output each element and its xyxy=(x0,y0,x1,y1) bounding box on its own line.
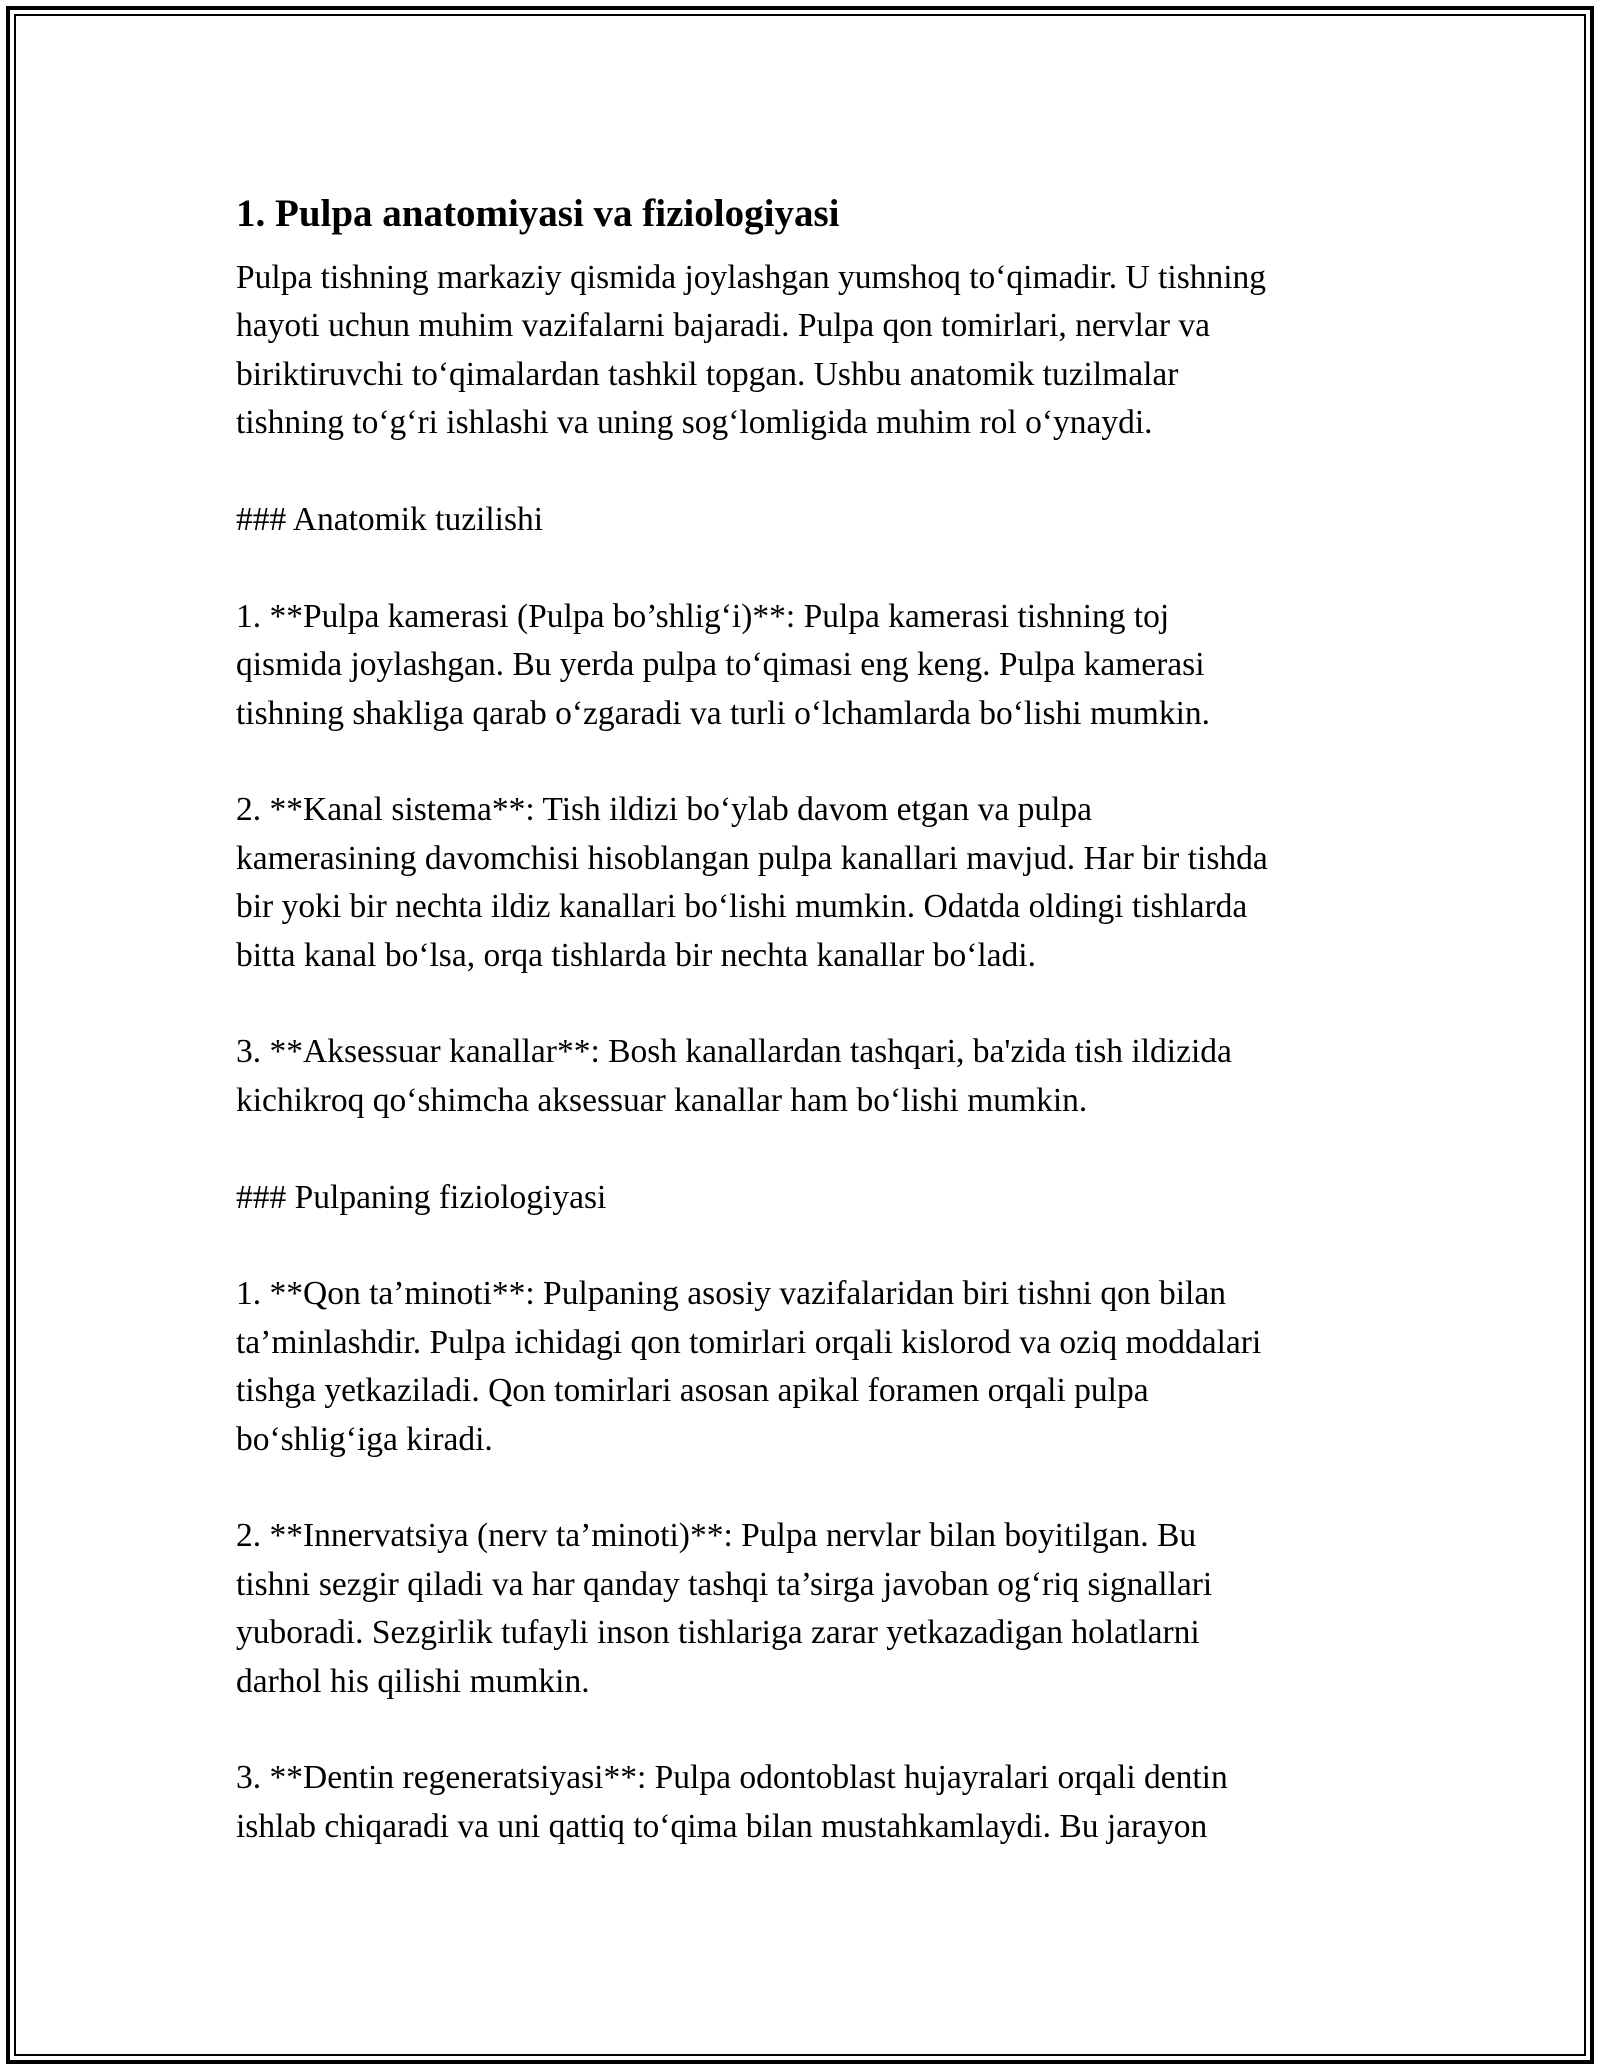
physiology-item-1: 1. **Qon ta’minoti**: Pulpaning asosiy vazifalaridan biri tishni qon bilan ta’minlashdir. Pulpa ichidagi qon tomirlari orqali kislorod va oziq moddalari tishga yetkaziladi. Qon tomirlari asosan apikal foramen orqali pulpa bo‘shlig‘iga kiradi. xyxy=(236,1275,1262,1458)
section-heading-physiology: ### Pulpaning fiziologiyasi xyxy=(236,1178,607,1216)
intro-paragraph: Pulpa tishning markaziy qismida joylashgan yumshoq to‘qimadir. U tishning hayoti uchun muhim vazifalarni bajaradi. Pulpa qon tomirlari, nervlar va biriktiruvchi to‘qimalardan tashkil topgan. Ushbu anatomik tuzilmalar tishning to‘g‘ri ishlashi va uning sog‘lomligida muhim rol o‘ynaydi. xyxy=(236,259,1267,442)
document-title: 1. Pulpa anatomiyasi va fiziologiyasi xyxy=(236,192,840,235)
section-heading-anatomy: ### Anatomik tuzilishi xyxy=(236,501,544,539)
anatomy-item-3: 3. **Aksessuar kanallar**: Bosh kanallardan tashqari, ba'zida tish ildizida kichikroq qo‘shimcha aksessuar kanallar ham bo‘lishi mumkin. xyxy=(236,1033,1232,1119)
physiology-item-3: 3. **Dentin regeneratsiyasi**: Pulpa odontoblast hujayralari orqali dentin ishlab chiqaradi va uni qattiq to‘qima bilan mustahkamlaydi. Bu jarayon xyxy=(236,1759,1228,1845)
document-body xyxy=(236,186,1386,1851)
anatomy-item-2: 2. **Kanal sistema**: Tish ildizi bo‘ylab davom etgan va pulpa kamerasining davomchisi hisoblangan pulpa kanallari mavjud. Har bir tishda bir yoki bir nechta ildiz kanallari bo‘lishi mumkin. Odatda oldingi tishlarda bitta kanal bo‘lsa, orqa tishlarda bir nechta kanallar bo‘ladi. xyxy=(236,791,1268,974)
anatomy-item-1: 1. **Pulpa kamerasi (Pulpa bo’shlig‘i)**: Pulpa kamerasi tishning toj qismida joylashgan. Bu yerda pulpa to‘qimasi eng keng. Pulpa kamerasi tishning shakliga qarab o‘zgaradi va turli o‘lchamlarda bo‘lishi mumkin. xyxy=(236,597,1211,732)
physiology-item-2: 2. **Innervatsiya (nerv ta’minoti)**: Pulpa nervlar bilan boyitilgan. Bu tishni sezgir qiladi va har qanday tashqi ta’sirga javoban og‘riq signallari yuboradi. Sezgirlik tufayli inson tishlariga zarar yetkazadigan holatlarni darhol his qilishi mumkin. xyxy=(236,1517,1213,1700)
